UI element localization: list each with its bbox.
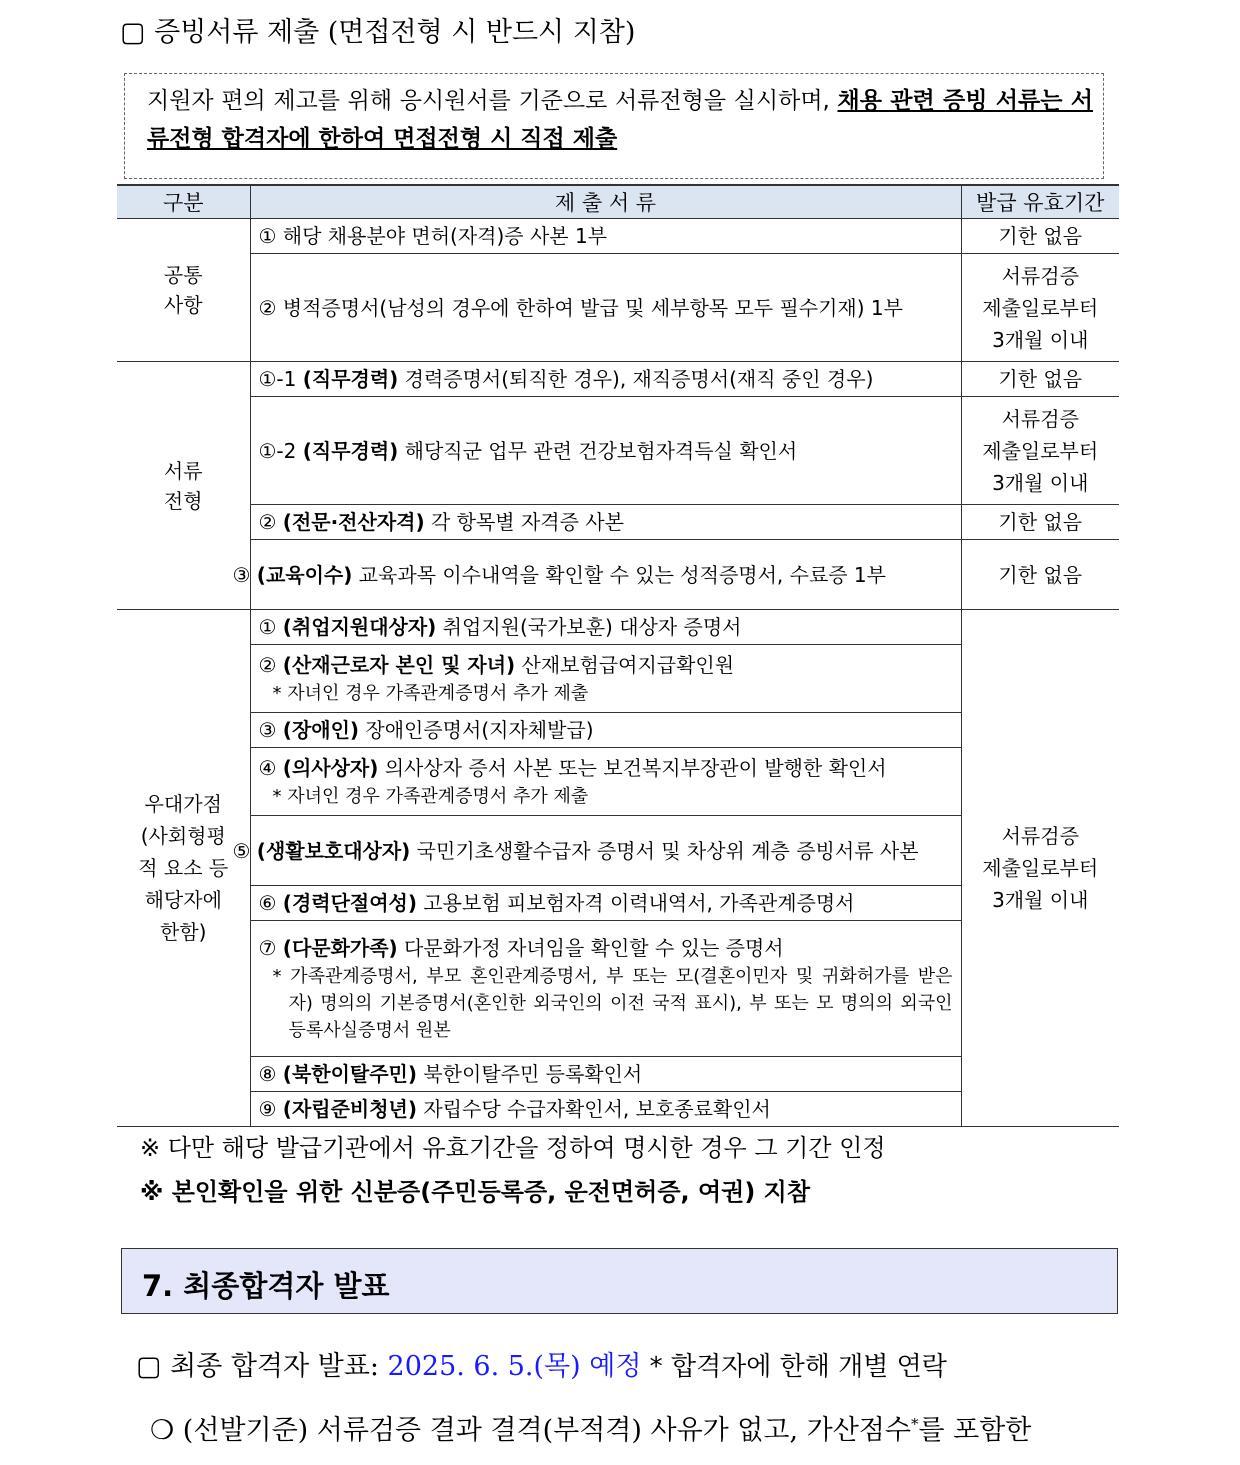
item-text: 북한이탈주민 등록확인서: [417, 1062, 643, 1086]
document-cell: [250, 713, 961, 748]
document-cell: [250, 505, 961, 540]
item-tag: (산재근로자 본인 및 자녀): [282, 653, 516, 677]
item-number: ⑨: [258, 1097, 283, 1121]
section-heading: [120, 10, 635, 49]
category-common: 공통 사항: [117, 219, 250, 362]
banner-title: 7. 최종합격자 발표: [142, 1269, 390, 1303]
item-text: 각 항목별 자격증 사본: [424, 510, 624, 534]
item-number: ①-1: [258, 367, 303, 391]
checkbox-icon: ▢: [136, 1351, 162, 1382]
announcement-note: * 합격자에 한해 개별 연락: [641, 1352, 947, 1382]
table-row: [117, 397, 1119, 505]
item-number: ②: [258, 510, 283, 534]
item-tag: (전문·전산자격): [282, 510, 425, 534]
table-row: [117, 540, 1119, 610]
item-text: 국민기초생활수급자 증명서 및 차상위 계층 증빙서류 사본: [410, 838, 919, 863]
validity-cell: 기한 없음: [961, 362, 1119, 397]
footnote-validity: ※ 다만 해당 발급기관에서 유효기간을 정하여 명시한 경우 그 기간 인정: [140, 1134, 886, 1162]
document-cell: ② 병적증명서(남성의 경우에 한하여 발급 및 세부항목 모두 필수기재) 1부: [250, 254, 961, 362]
table-row: [117, 505, 1119, 540]
item-number: ⑦: [258, 936, 283, 960]
document-cell: ① 해당 채용분야 면허(자격)증 사본 1부: [250, 219, 961, 254]
item-tag: (생활보호대상자): [256, 838, 411, 863]
criteria-tail: 를 포함한: [918, 1415, 1032, 1446]
announcement-line: [136, 1344, 947, 1383]
table-row: [117, 362, 1119, 397]
item-text: 의사상자 증서 사본 또는 보건복지부장관이 발행한 확인서: [378, 756, 887, 780]
document-cell: [250, 645, 961, 713]
item-number: ①-2: [258, 438, 303, 463]
item-tag: (다문화가족): [282, 936, 398, 960]
validity-cell: 서류검증 제출일로부터 3개월 이내: [961, 397, 1119, 505]
notice-box: [124, 73, 1104, 179]
item-tag: (의사상자): [282, 756, 379, 780]
item-text: 해당직군 업무 관련 건강보험자격득실 확인서: [398, 438, 798, 463]
announcement-date: 2025. 6. 5.(목) 예정: [387, 1351, 642, 1382]
section-title: 증빙서류 제출 (면접전형 시 반드시 지참): [154, 17, 636, 48]
item-text: 자립수당 수급자확인서, 보호종료확인서: [417, 1097, 771, 1121]
item-number: ⑧: [258, 1062, 283, 1086]
announcement-label: 최종 합격자 발표:: [161, 1351, 388, 1382]
item-number: ③: [258, 718, 283, 742]
table-row: [117, 254, 1119, 362]
validity-cell: 서류검증 제출일로부터 3개월 이내: [961, 254, 1119, 362]
document-cell: [232, 816, 961, 886]
document-cell: [250, 921, 961, 1057]
table-row: [117, 219, 1119, 254]
item-text: 교육과목 이수내역을 확인할 수 있는 성적증명서, 수료증 1부: [352, 562, 886, 587]
item-text: 장애인증명서(지자체발급): [359, 718, 594, 742]
document-cell: [250, 748, 961, 816]
checkbox-icon: ▢: [120, 17, 146, 48]
header-validity: 발급 유효기간: [961, 185, 1119, 219]
document-cell: [250, 610, 961, 645]
validity-cell: 서류검증 제출일로부터 3개월 이내: [961, 610, 1119, 1127]
table-row: [117, 610, 1119, 645]
document-cell: [250, 362, 961, 397]
item-number: ⑤: [232, 838, 257, 863]
document-cell: [250, 1057, 961, 1092]
header-category: 구분: [117, 185, 250, 219]
selection-criteria: [150, 1408, 1031, 1447]
validity-cell: 기한 없음: [961, 540, 1119, 610]
validity-cell: 기한 없음: [961, 505, 1119, 540]
item-tag: (직무경력): [302, 438, 399, 463]
item-number: ②: [258, 653, 283, 677]
item-number: ⑥: [258, 891, 283, 915]
footnote-identification: ※ 본인확인을 위한 신분증(주민등록증, 운전면허증, 여권) 지참: [140, 1178, 811, 1206]
documents-table: [117, 184, 1119, 1127]
item-note: * 가족관계증명서, 부모 혼인관계증명서, 부 또는 모(결혼이민자 및 귀화허가를 받은 자) 명의의 기본증명서(혼인한 외국인의 이전 국적 표시), 부 또는 모 명의의 외국인 등록사실증명서 원본: [272, 966, 953, 1041]
item-text: 경력증명서(퇴직한 경우), 재직증명서(재직 중인 경우): [398, 367, 874, 391]
item-note: * 자녀인 경우 가족관계증명서 추가 제출: [272, 786, 589, 807]
item-text: 산재보험급여지급확인원: [515, 653, 735, 677]
notice-emphasis: 채용 관련 증빙 서류는 서류전형 합격자에 한하여 면접전형 시 직접 제출: [147, 88, 1094, 152]
category-screening: 서류 전형: [117, 362, 250, 610]
criteria-mark: *: [910, 1415, 919, 1433]
item-number: ③: [232, 562, 257, 587]
document-cell: [250, 1092, 961, 1127]
category-preference: 우대가점 (사회형평 적 요소 등 해당자에 한함): [117, 610, 250, 1127]
header-documents: 제 출 서 류: [250, 185, 961, 219]
validity-cell: 기한 없음: [961, 219, 1119, 254]
document-cell: [232, 540, 961, 610]
item-tag: (경력단절여성): [282, 891, 417, 915]
item-tag: (북한이탈주민): [282, 1062, 417, 1086]
item-text: 고용보험 피보험자격 이력내역서, 가족관계증명서: [417, 891, 855, 915]
item-tag: (직무경력): [302, 367, 399, 391]
item-number: ④: [258, 756, 283, 780]
item-tag: (교육이수): [256, 562, 353, 587]
item-tag: (장애인): [282, 718, 360, 742]
criteria-text: ❍ (선발기준) 서류검증 결과 결격(부적격) 사유가 없고, 가산점수: [150, 1415, 911, 1446]
document-cell: [250, 886, 961, 921]
item-text: 취업지원(국가보훈) 대상자 증명서: [436, 615, 742, 639]
table-header-row: [117, 185, 1119, 219]
notice-text: 지원자 편의 제고를 위해 응시원서를 기준으로 서류전형을 실시하며,: [147, 88, 838, 114]
item-number: ①: [258, 615, 283, 639]
item-tag: (취업지원대상자): [282, 615, 437, 639]
item-note: * 자녀인 경우 가족관계증명서 추가 제출: [272, 683, 589, 704]
item-text: 다문화가정 자녀임을 확인할 수 있는 증명서: [397, 936, 784, 960]
item-tag: (자립준비청년): [282, 1097, 417, 1121]
section-banner: [121, 1248, 1118, 1314]
document-cell: [250, 397, 961, 505]
